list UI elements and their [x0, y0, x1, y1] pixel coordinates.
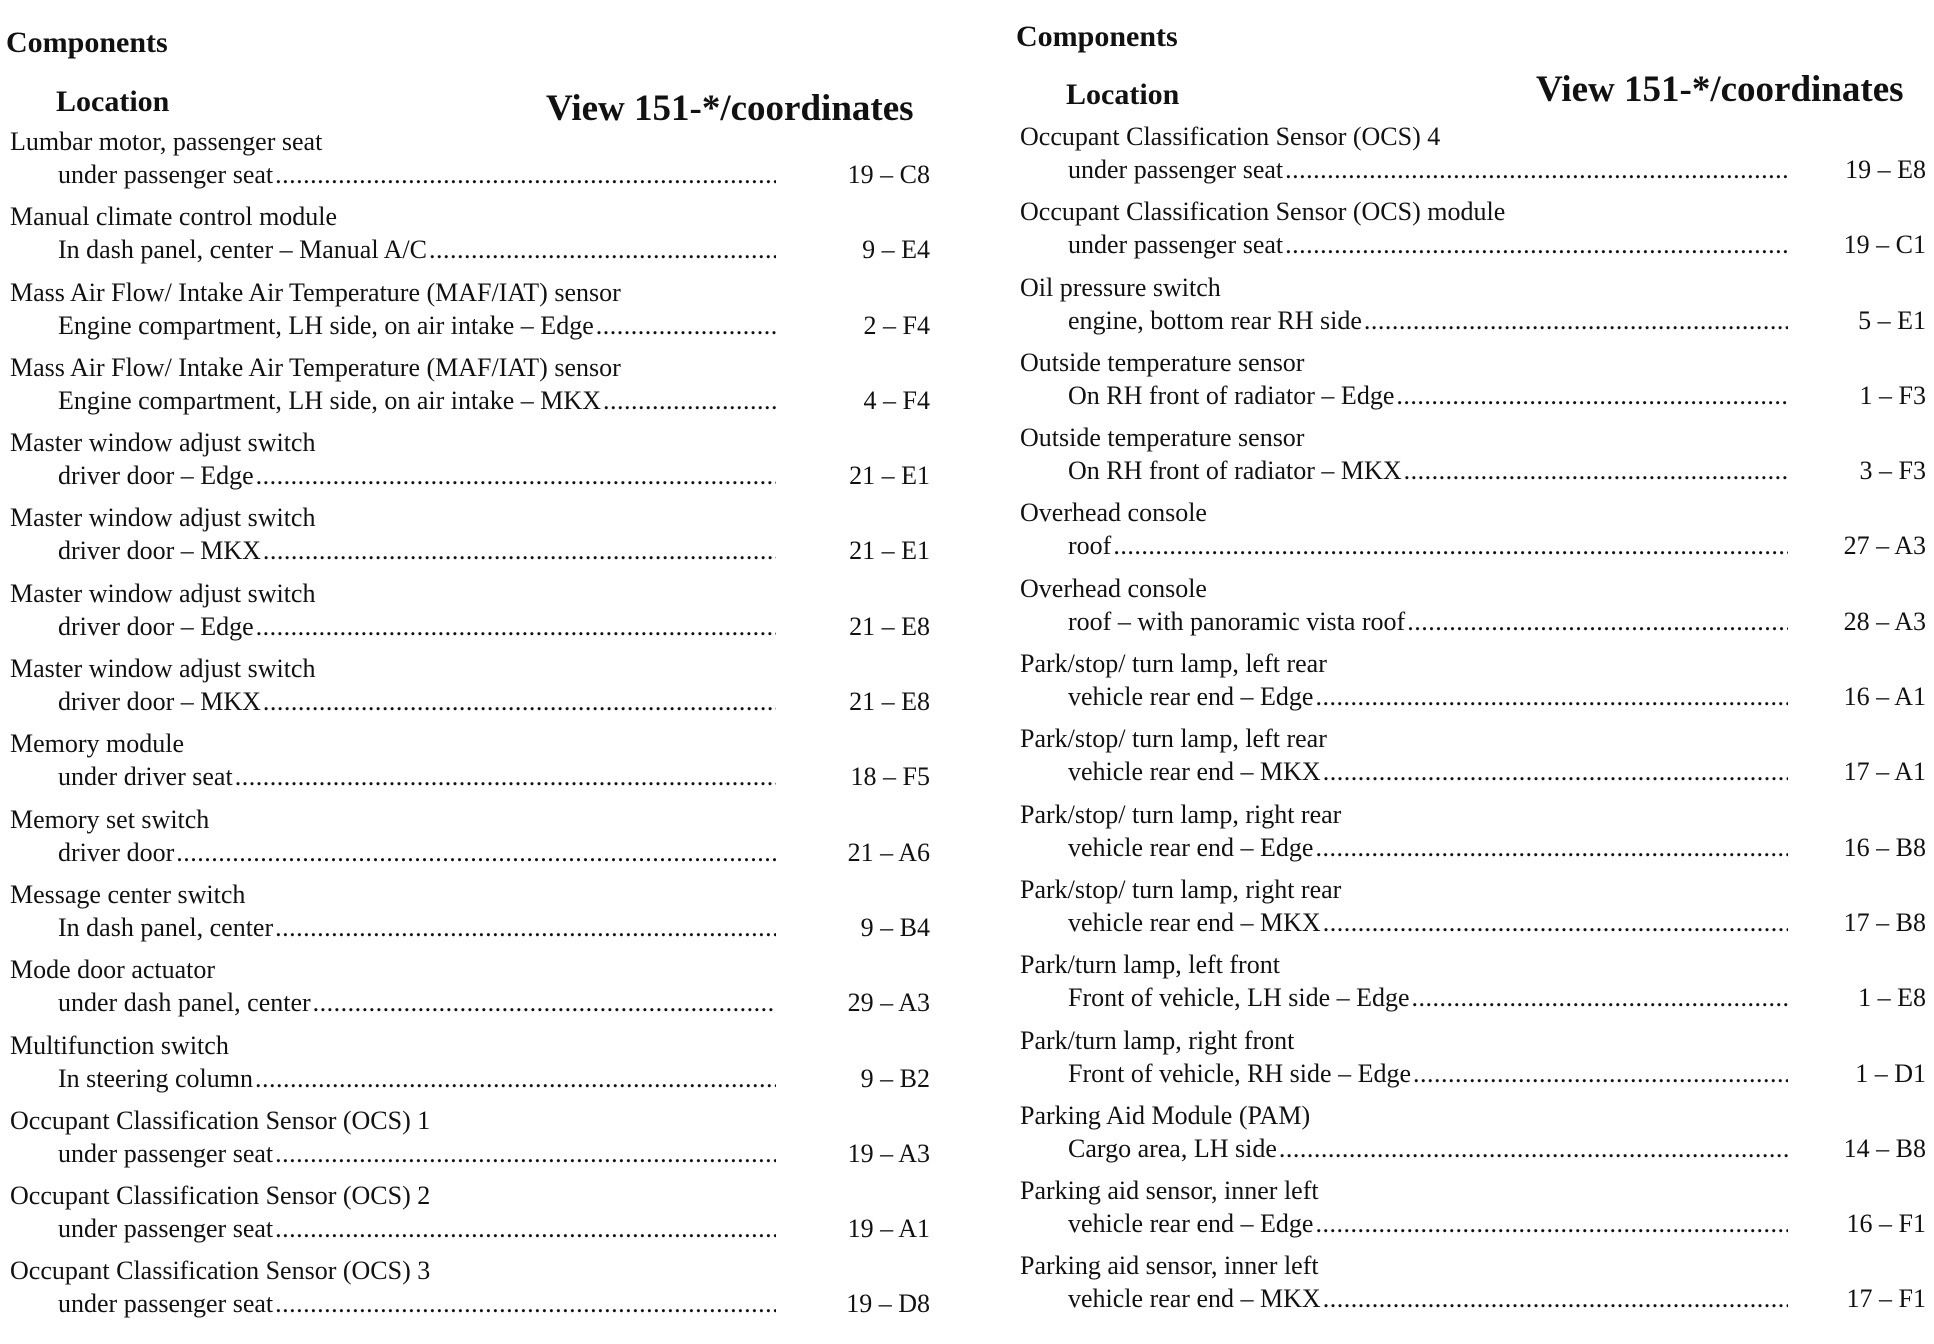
component-location: under passenger seat — [58, 1138, 274, 1168]
list-item — [1016, 573, 1928, 648]
dot-leader — [1285, 229, 1788, 261]
list-item — [1016, 874, 1928, 949]
dot-leader — [275, 1213, 776, 1245]
component-location: driver door – Edge — [58, 611, 254, 641]
component-location: roof — [1068, 531, 1112, 561]
dot-leader — [1407, 606, 1788, 638]
view-coordinate: 1 – F3 — [1859, 380, 1926, 410]
component-name: Oil pressure switch — [1020, 272, 1221, 302]
list-item — [1016, 422, 1928, 497]
component-location: In dash panel, center — [58, 912, 274, 942]
view-coordinate: 17 – B8 — [1843, 907, 1926, 937]
list-item — [6, 804, 936, 879]
dot-leader — [1279, 1133, 1788, 1165]
component-location: under dash panel, center — [58, 988, 311, 1018]
right-location-header: Location — [1066, 78, 1180, 111]
view-coordinate: 2 – F4 — [863, 310, 930, 340]
dot-leader — [235, 761, 776, 793]
component-name: Parking Aid Module (PAM) — [1020, 1100, 1311, 1130]
component-name: Manual climate control module — [10, 202, 338, 232]
list-item — [6, 1030, 936, 1105]
list-item — [1016, 949, 1928, 1024]
list-item — [6, 1105, 936, 1180]
component-name: Outside temperature sensor — [1020, 347, 1305, 377]
component-location: vehicle rear end – MKX — [1068, 907, 1321, 937]
component-location: roof – with panoramic vista roof — [1068, 606, 1406, 636]
list-item — [6, 502, 936, 577]
component-location: Cargo area, LH side — [1068, 1133, 1277, 1163]
dot-leader — [1315, 681, 1788, 713]
dot-leader — [1315, 1208, 1788, 1240]
component-name: Memory set switch — [10, 804, 210, 834]
component-location: under passenger seat — [58, 160, 274, 189]
component-location: In dash panel, center – Manual A/C — [58, 235, 427, 265]
view-coordinate: 5 – E1 — [1858, 305, 1926, 335]
list-item — [1016, 121, 1928, 196]
list-item — [6, 879, 936, 954]
view-coordinate: 19 – C8 — [847, 160, 930, 189]
component-name: Park/turn lamp, right front — [1020, 1025, 1295, 1055]
component-name: Park/stop/ turn lamp, right rear — [1020, 874, 1342, 904]
left-view-header: View 151-*/coordinates — [546, 88, 914, 129]
component-name: Message center switch — [10, 879, 246, 909]
component-name: Master window adjust switch — [10, 578, 316, 608]
list-item — [1016, 347, 1928, 422]
component-name: Occupant Classification Sensor (OCS) 1 — [10, 1105, 431, 1135]
component-location: vehicle rear end – Edge — [1068, 832, 1314, 862]
component-name: Memory module — [10, 729, 185, 759]
right-view-header: View 151-*/coordinates — [1536, 69, 1904, 110]
component-name: Overhead console — [1020, 573, 1207, 603]
list-item — [1016, 723, 1928, 798]
list-item — [6, 126, 936, 201]
view-coordinate: 1 – E8 — [1858, 983, 1926, 1013]
component-location: vehicle rear end – MKX — [1068, 1284, 1321, 1314]
list-item — [6, 653, 936, 728]
dot-leader — [275, 159, 776, 191]
view-coordinate: 9 – B4 — [860, 912, 930, 942]
dot-leader — [1404, 455, 1788, 487]
component-location: under passenger seat — [1068, 155, 1284, 184]
component-location: engine, bottom rear RH side — [1068, 305, 1362, 335]
list-item — [6, 427, 936, 502]
component-name: Occupant Classification Sensor (OCS) 2 — [10, 1181, 431, 1211]
component-name: Master window adjust switch — [10, 503, 316, 533]
component-location: In steering column — [58, 1063, 253, 1093]
left-entry-list — [6, 126, 936, 1331]
list-item — [1016, 1025, 1928, 1100]
dot-leader — [1364, 305, 1788, 337]
component-name: Overhead console — [1020, 498, 1207, 528]
component-location: driver door – Edge — [58, 461, 254, 491]
dot-leader — [256, 460, 776, 492]
view-coordinate: 28 – A3 — [1843, 606, 1926, 636]
list-item — [1016, 272, 1928, 347]
view-coordinate: 19 – A3 — [847, 1138, 930, 1168]
dot-leader — [176, 837, 776, 869]
component-location: under passenger seat — [58, 1214, 274, 1244]
dot-leader — [1413, 1058, 1788, 1090]
view-coordinate: 19 – E8 — [1845, 155, 1926, 184]
component-name: Outside temperature sensor — [1020, 423, 1305, 453]
dot-leader — [256, 611, 776, 643]
view-coordinate: 27 – A3 — [1843, 531, 1926, 561]
component-name: Occupant Classification Sensor (OCS) 4 — [1020, 122, 1441, 151]
dot-leader — [275, 1288, 776, 1320]
list-item — [1016, 196, 1928, 271]
component-name: Parking aid sensor, inner left — [1020, 1176, 1319, 1206]
component-name: Lumbar motor, passenger seat — [10, 127, 323, 156]
list-item — [6, 201, 936, 276]
list-item — [1016, 497, 1928, 572]
component-name: Master window adjust switch — [10, 654, 316, 684]
component-location: On RH front of radiator – MKX — [1068, 456, 1402, 486]
component-location: Engine compartment, LH side, on air intake – Edge — [58, 310, 594, 340]
component-location: driver door – MKX — [58, 687, 261, 717]
component-name: Park/stop/ turn lamp, left rear — [1020, 724, 1327, 754]
view-coordinate: 18 – F5 — [850, 762, 930, 792]
view-coordinate: 9 – E4 — [862, 235, 930, 265]
view-coordinate: 3 – F3 — [1859, 456, 1926, 486]
left-components-heading: Components — [6, 26, 168, 59]
dot-leader — [313, 987, 776, 1019]
list-item — [6, 954, 936, 1029]
list-item — [6, 1180, 936, 1255]
dot-leader — [1323, 1283, 1788, 1315]
component-location: under passenger seat — [1068, 230, 1284, 260]
view-coordinate: 21 – E8 — [849, 687, 930, 717]
right-entry-list — [1016, 121, 1928, 1326]
view-coordinate: 4 – F4 — [863, 385, 930, 415]
dot-leader — [603, 385, 776, 417]
component-name: Mode door actuator — [10, 955, 216, 985]
dot-leader — [255, 1063, 776, 1095]
view-coordinate: 19 – A1 — [847, 1214, 930, 1244]
component-name: Multifunction switch — [10, 1030, 229, 1060]
left-location-header: Location — [56, 85, 170, 118]
component-location: On RH front of radiator – Edge — [1068, 380, 1395, 410]
dot-leader — [263, 686, 776, 718]
view-coordinate: 21 – E1 — [849, 461, 930, 491]
component-location: vehicle rear end – MKX — [1068, 757, 1321, 787]
component-name: Parking aid sensor, inner left — [1020, 1251, 1319, 1281]
list-item — [1016, 1175, 1928, 1250]
view-coordinate: 19 – C1 — [1843, 230, 1926, 260]
list-item — [6, 1255, 936, 1330]
dot-leader — [1396, 380, 1788, 412]
dot-leader — [429, 234, 776, 266]
component-name: Park/stop/ turn lamp, left rear — [1020, 649, 1327, 679]
view-coordinate: 16 – F1 — [1846, 1209, 1926, 1239]
component-location: Front of vehicle, RH side – Edge — [1068, 1058, 1411, 1088]
component-location: vehicle rear end – Edge — [1068, 682, 1314, 712]
dot-leader — [1285, 154, 1788, 186]
view-coordinate: 21 – A6 — [847, 837, 930, 867]
component-location: Engine compartment, LH side, on air intake – MKX — [58, 385, 601, 415]
view-coordinate: 16 – B8 — [1843, 832, 1926, 862]
component-name: Park/turn lamp, left front — [1020, 950, 1280, 980]
component-name: Park/stop/ turn lamp, right rear — [1020, 799, 1342, 829]
component-name: Occupant Classification Sensor (OCS) module — [1020, 197, 1506, 227]
dot-leader — [596, 310, 776, 342]
list-item — [1016, 799, 1928, 874]
dot-leader — [1113, 530, 1788, 562]
view-coordinate: 14 – B8 — [1843, 1133, 1926, 1163]
dot-leader — [1323, 907, 1788, 939]
list-item — [1016, 1250, 1928, 1325]
view-coordinate: 19 – D8 — [846, 1289, 930, 1319]
component-location: vehicle rear end – Edge — [1068, 1209, 1314, 1239]
view-coordinate: 17 – F1 — [1846, 1284, 1926, 1314]
component-name: Master window adjust switch — [10, 428, 316, 458]
list-item — [1016, 648, 1928, 723]
list-item — [6, 277, 936, 352]
view-coordinate: 1 – D1 — [1855, 1058, 1926, 1088]
list-item — [6, 728, 936, 803]
view-coordinate: 29 – A3 — [847, 988, 930, 1018]
dot-leader — [1412, 982, 1788, 1014]
view-coordinate: 21 – E8 — [849, 611, 930, 641]
dot-leader — [275, 912, 776, 944]
view-coordinate: 9 – B2 — [860, 1063, 930, 1093]
dot-leader — [275, 1138, 776, 1170]
view-coordinate: 16 – A1 — [1843, 682, 1926, 712]
component-location: Front of vehicle, LH side – Edge — [1068, 983, 1410, 1013]
view-coordinate: 21 – E1 — [849, 536, 930, 566]
dot-leader — [1315, 832, 1788, 864]
component-location: driver door – MKX — [58, 536, 261, 566]
dot-leader — [1323, 756, 1788, 788]
component-name: Occupant Classification Sensor (OCS) 3 — [10, 1256, 431, 1286]
list-item — [1016, 1100, 1928, 1175]
right-components-heading: Components — [1016, 20, 1178, 53]
component-location: under passenger seat — [58, 1289, 274, 1319]
component-location: driver door — [58, 837, 175, 867]
list-item — [6, 352, 936, 427]
component-name: Mass Air Flow/ Intake Air Temperature (MAF/IAT) sensor — [10, 352, 621, 382]
dot-leader — [263, 535, 776, 567]
component-name: Mass Air Flow/ Intake Air Temperature (MAF/IAT) sensor — [10, 277, 621, 307]
list-item — [6, 578, 936, 653]
component-location: under driver seat — [58, 762, 233, 792]
view-coordinate: 17 – A1 — [1843, 757, 1926, 787]
